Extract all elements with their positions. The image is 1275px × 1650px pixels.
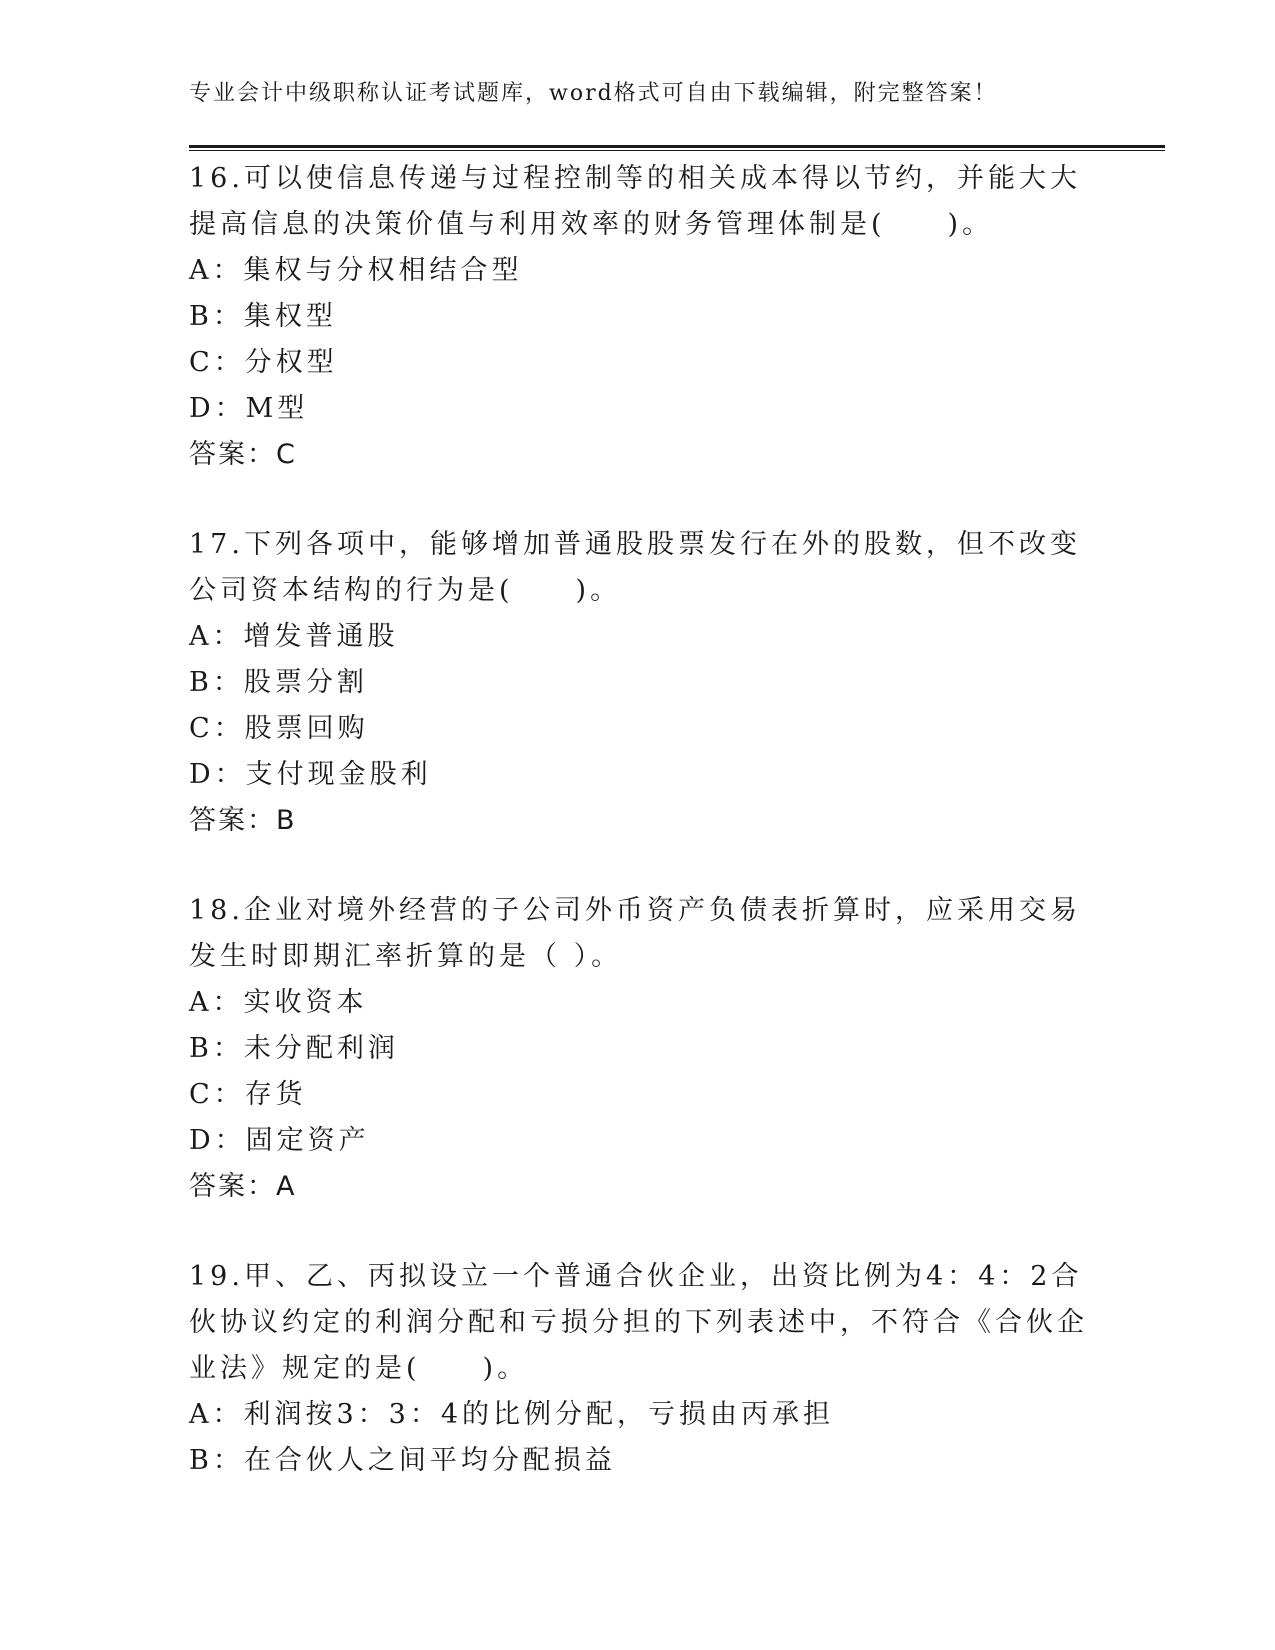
- option-b: B：股票分割: [189, 667, 368, 698]
- option-c: C：股票回购: [189, 713, 369, 744]
- question-list: [189, 156, 1089, 1528]
- option-b: B：未分配利润: [189, 1033, 399, 1064]
- question-16: [189, 156, 1089, 478]
- header-divider-thick: [189, 145, 1165, 148]
- question-stem: 19.甲、乙、丙拟设立一个普通合伙企业，出资比例为4：4：2合伙协议约定的利润分配和亏损分担的下列表述中，不符合《合伙企业法》规定的是( )。: [189, 1261, 1088, 1384]
- answer: 答案：C: [189, 439, 297, 470]
- question-18: [189, 888, 1089, 1210]
- option-b: B：集权型: [189, 301, 337, 332]
- option-d: D：M型: [189, 393, 309, 424]
- option-a: A：实收资本: [189, 987, 368, 1018]
- answer: 答案：B: [189, 805, 297, 836]
- option-c: C：分权型: [189, 347, 338, 378]
- option-d: D：支付现金股利: [189, 759, 432, 790]
- question-stem: 17.下列各项中，能够增加普通股股票发行在外的股数，但不改变公司资本结构的行为是( )。: [189, 529, 1081, 606]
- answer: 答案：A: [189, 1171, 297, 1202]
- question-stem: 16.可以使信息传递与过程控制等的相关成本得以节约，并能大大提高信息的决策价值与利用效率的财务管理体制是( )。: [189, 163, 1081, 240]
- page-header: 专业会计中级职称认证考试题库，word格式可自由下载编辑，附完整答案！: [189, 81, 998, 106]
- question-stem: 18.企业对境外经营的子公司外币资产负债表折算时，应采用交易发生时即期汇率折算的是（ ）。: [189, 895, 1081, 972]
- question-19: [189, 1254, 1089, 1484]
- option-b: B：在合伙人之间平均分配损益: [189, 1445, 616, 1476]
- option-a: A：利润按3：3：4的比例分配，亏损由丙承担: [189, 1399, 835, 1430]
- header-divider: [189, 145, 1165, 152]
- option-d: D：固定资产: [189, 1125, 370, 1156]
- option-a: A：增发普通股: [189, 621, 399, 652]
- header-divider-thin: [189, 150, 1165, 151]
- option-a: A：集权与分权相结合型: [189, 255, 523, 286]
- option-c: C：存货: [189, 1079, 307, 1110]
- question-17: [189, 522, 1089, 844]
